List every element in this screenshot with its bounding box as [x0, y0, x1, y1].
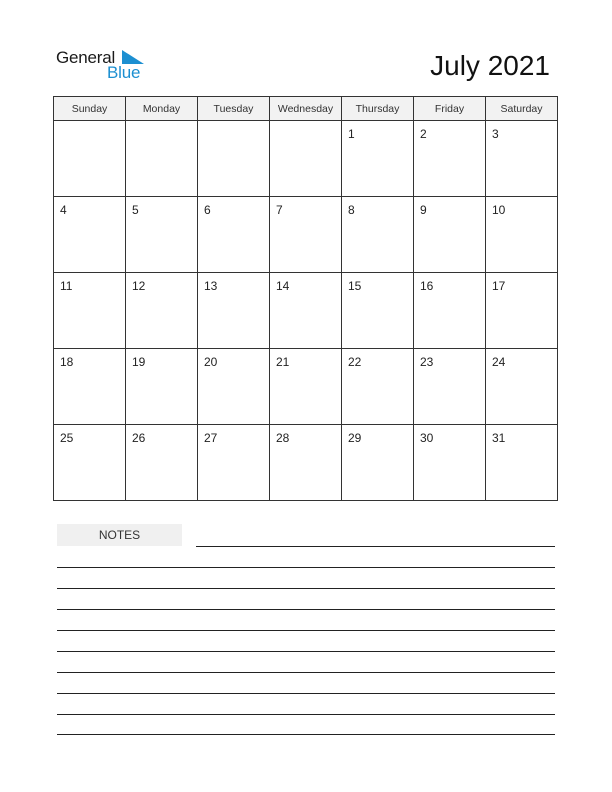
notes-line	[57, 734, 555, 735]
day-number: 24	[492, 355, 506, 369]
day-number: 29	[348, 431, 362, 445]
day-cell	[342, 197, 414, 273]
day-number: 30	[420, 431, 434, 445]
day-cell	[486, 273, 558, 349]
weekday-header: Friday	[414, 97, 486, 121]
day-number: 10	[492, 203, 506, 217]
notes-label: NOTES	[57, 524, 182, 546]
day-number: 20	[204, 355, 218, 369]
notes-line	[57, 609, 555, 610]
day-cell	[198, 197, 270, 273]
notes-line	[57, 672, 555, 673]
day-cell	[342, 349, 414, 425]
day-cell	[126, 197, 198, 273]
day-number: 17	[492, 279, 506, 293]
week-row	[54, 197, 558, 273]
logo	[56, 46, 156, 84]
logo-text-blue: Blue	[107, 63, 141, 82]
day-number: 5	[132, 203, 139, 217]
weekday-header-row	[54, 97, 558, 121]
day-cell	[414, 197, 486, 273]
day-cell	[198, 425, 270, 501]
day-cell	[486, 121, 558, 197]
day-cell	[414, 121, 486, 197]
day-cell	[486, 197, 558, 273]
day-number: 27	[204, 431, 218, 445]
day-cell	[342, 273, 414, 349]
weekday-header: Wednesday	[270, 97, 342, 121]
day-cell	[198, 121, 270, 197]
day-cell	[270, 349, 342, 425]
month-title: July 2021	[430, 50, 550, 81]
day-number: 31	[492, 431, 506, 445]
day-number: 7	[276, 203, 283, 217]
week-row	[54, 121, 558, 197]
day-number: 22	[348, 355, 362, 369]
week-row	[54, 349, 558, 425]
day-cell	[54, 425, 126, 501]
notes-line	[57, 588, 555, 589]
day-cell	[414, 349, 486, 425]
notes-line	[196, 546, 555, 547]
day-cell	[54, 273, 126, 349]
day-number: 28	[276, 431, 290, 445]
day-number: 11	[60, 279, 73, 293]
day-number: 1	[348, 127, 355, 141]
day-cell	[54, 197, 126, 273]
weekday-header: Saturday	[486, 97, 558, 121]
day-cell	[198, 273, 270, 349]
day-number: 3	[492, 127, 499, 141]
day-cell	[270, 425, 342, 501]
day-number: 25	[60, 431, 74, 445]
day-number: 4	[60, 203, 67, 217]
day-number: 6	[204, 203, 211, 217]
day-cell	[54, 121, 126, 197]
day-number: 2	[420, 127, 427, 141]
day-cell	[54, 349, 126, 425]
day-number: 23	[420, 355, 434, 369]
day-number: 14	[276, 279, 290, 293]
logo-text-general: General	[56, 48, 116, 67]
day-number: 13	[204, 279, 218, 293]
weekday-header: Sunday	[54, 97, 126, 121]
day-cell	[270, 121, 342, 197]
notes-line	[57, 630, 555, 631]
day-cell	[486, 425, 558, 501]
weekday-header: Tuesday	[198, 97, 270, 121]
weekday-header: Monday	[126, 97, 198, 121]
day-number: 26	[132, 431, 146, 445]
day-cell	[414, 425, 486, 501]
weekday-header: Thursday	[342, 97, 414, 121]
calendar-grid	[53, 96, 558, 501]
day-cell	[126, 425, 198, 501]
notes-line	[57, 651, 555, 652]
day-number: 18	[60, 355, 74, 369]
day-number: 21	[276, 355, 290, 369]
day-number: 16	[420, 279, 434, 293]
day-cell	[486, 349, 558, 425]
day-cell	[414, 273, 486, 349]
day-cell	[198, 349, 270, 425]
day-cell	[126, 121, 198, 197]
day-cell	[342, 121, 414, 197]
day-number: 9	[420, 203, 427, 217]
day-cell	[342, 425, 414, 501]
day-number: 12	[132, 279, 146, 293]
day-cell	[126, 349, 198, 425]
notes-line	[57, 693, 555, 694]
day-number: 8	[348, 203, 355, 217]
week-row	[54, 425, 558, 501]
notes-line	[57, 714, 555, 715]
day-cell	[270, 197, 342, 273]
day-cell	[270, 273, 342, 349]
day-number: 19	[132, 355, 146, 369]
week-row	[54, 273, 558, 349]
day-cell	[126, 273, 198, 349]
notes-line	[57, 567, 555, 568]
day-number: 15	[348, 279, 362, 293]
